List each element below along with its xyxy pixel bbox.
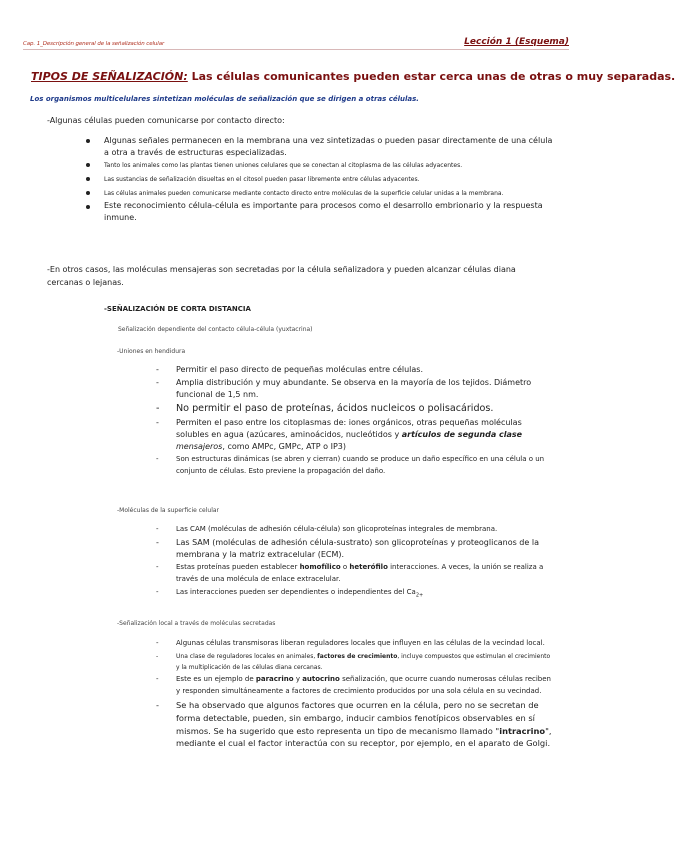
surf3-heterophilic: heterófilo bbox=[349, 562, 388, 571]
contact-item: Tanto los animales como las plantas tienen uniones celulares que se conectan al citoplasma de las células adyacentes. bbox=[84, 160, 554, 171]
contact-item: Este reconocimiento célula-célula es importante para procesos como el desarrollo embrionario y la respuesta inmune. bbox=[84, 200, 554, 224]
surf3-homophilic: homofílico bbox=[299, 562, 341, 571]
secreted-intro bbox=[47, 264, 547, 290]
surface-item bbox=[152, 587, 552, 600]
gap-item: - No permitir el paso de proteínas, ácidos nucleicos o polisacáridos. bbox=[152, 402, 552, 416]
header-divider bbox=[23, 49, 569, 50]
gap-item bbox=[152, 417, 552, 453]
loc4-tail: ", mediante el cual el factor interactúa con su receptor, por ejemplo, en el aparato de Golgi. bbox=[176, 725, 552, 749]
gap-junction-heading: -Uniones en hendidura bbox=[117, 348, 186, 355]
loc3-tail: señalización, que ocurre cuando numerosas células reciben y responden simultáneamente a factores de crecimiento producidos por una sola célula en su vecindad. bbox=[176, 675, 551, 695]
local-item bbox=[152, 674, 554, 698]
gap4-tail: , como AMPc, GMPc, ATP o IP3) bbox=[222, 441, 346, 451]
surface-item bbox=[152, 562, 552, 586]
contact-item: Las células animales pueden comunicarse mediante contacto directo entre moléculas de la superficie celular unidas a la membrana. bbox=[84, 188, 554, 199]
gap4-italic: mensajeros bbox=[176, 441, 223, 451]
surface-molecules-heading: -Moléculas de la superficie celular bbox=[117, 507, 220, 514]
surface-item: - Las SAM (moléculas de adhesión célula-sustrato) son glicoproteínas y proteoglicanos de la membrana y la matriz extracelular (ECM). bbox=[152, 537, 552, 561]
surface-item: - Las CAM (moléculas de adhesión célula-célula) son glicoproteínas integrales de membrana. bbox=[152, 524, 552, 536]
local-item: - Algunas células transmisoras liberan reguladores locales que influyen en las células de la vecindad local. bbox=[152, 638, 554, 650]
gap4-text: Permiten el paso entre los citoplasmas de: iones orgánicos, otras pequeñas moléculas solubles en agua (azúcares, aminoácidos, nucleótidos y bbox=[176, 417, 522, 439]
gap4-emphasis: artículos de segunda clase bbox=[401, 429, 523, 439]
gap-item: - Permitir el paso directo de pequeñas moléculas entre células. bbox=[152, 364, 552, 376]
gap-item: - Son estructuras dinámicas (se abren y cierran) cuando se produce un daño específico en una célula o un conjunto de células. Esto previene la propagación del daño. bbox=[152, 454, 552, 478]
loc3-autocrine: autocrino bbox=[302, 675, 340, 684]
surf3-or: o bbox=[340, 562, 350, 571]
short-distance-heading: -SEÑALIZACIÓN DE CORTA DISTANCIA bbox=[104, 305, 251, 313]
surf3-tail: interacciones. A veces, la unión se realiza a través de una molécula de enlace extracelular. bbox=[176, 562, 544, 583]
section-subtitle: Los organismos multicelulares sintetizan moléculas de señalización que se dirigen a otras células. bbox=[30, 95, 419, 103]
local-signaling-heading: -Señalización local a través de moléculas secretadas bbox=[117, 620, 276, 627]
surf4-text: Las interacciones pueden ser dependientes o independientes del Ca bbox=[176, 587, 416, 596]
contact-item: Algunas señales permanecen en la membrana una vez sintetizadas o pueden pasar directamente de una célula a otra a través de estructuras especializadas. bbox=[84, 135, 554, 159]
local-item bbox=[152, 651, 554, 673]
loc4-intracrine: intracrino bbox=[499, 725, 546, 736]
secreted-text: -En otros casos, las moléculas mensajeras son secretadas por la célula señalizadora y pueden alcanzar células diana cercanas o lejanas. bbox=[47, 265, 516, 287]
loc4-text: Se ha observado que algunos factores que ocurren en la célula, pero no se secretan de forma detectable, pueden, sin embargo, inducir cambios fenotípicos observables en sí mismos. Se ha sugerido que esto representa un tipo de mecanismo llamado " bbox=[176, 699, 539, 736]
lesson-header: Lección 1 (Esquema) bbox=[464, 37, 569, 47]
contact-item: Las sustancias de señalización disueltas en el citosol pueden pasar libremente entre células adyacentes. bbox=[84, 174, 554, 185]
contact-list bbox=[84, 135, 554, 225]
section-title bbox=[31, 70, 675, 83]
title-prefix: TIPOS DE SEÑALIZACIÓN: bbox=[31, 70, 188, 83]
title-rest: Las células comunicantes pueden estar cerca unas de otras o muy separadas. bbox=[187, 70, 675, 83]
gap-junction-list bbox=[152, 364, 552, 479]
juxtacrine-label: Señalización dependiente del contacto célula-célula (yuxtacrina) bbox=[118, 326, 313, 333]
loc3-text: Este es un ejemplo de bbox=[176, 675, 256, 684]
local-item bbox=[152, 699, 554, 750]
loc3-and: y bbox=[293, 675, 303, 684]
loc2-growth-factors: factores de crecimiento bbox=[317, 652, 398, 660]
local-signaling-list bbox=[152, 638, 554, 751]
loc2-tail: , incluye compuestos que estimulan el crecimiento y la multiplicación de las células diana cercanas. bbox=[176, 652, 551, 671]
surf3-text: Estas proteínas pueden establecer bbox=[176, 562, 300, 571]
contact-intro: -Algunas células pueden comunicarse por contacto directo: bbox=[47, 116, 285, 125]
surface-molecules-list bbox=[152, 524, 552, 601]
loc3-paracrine: paracrino bbox=[255, 675, 294, 684]
loc2-text: Una clase de reguladores locales en animales, bbox=[176, 652, 318, 660]
chapter-header: Cap. 1_Descripción general de la señalización celular bbox=[23, 41, 165, 47]
calcium-charge: 2+ bbox=[415, 592, 424, 599]
gap-item: - Amplia distribución y muy abundante. Se observa en la mayoría de los tejidos. Diámetro funcional de 1,5 nm. bbox=[152, 377, 552, 401]
